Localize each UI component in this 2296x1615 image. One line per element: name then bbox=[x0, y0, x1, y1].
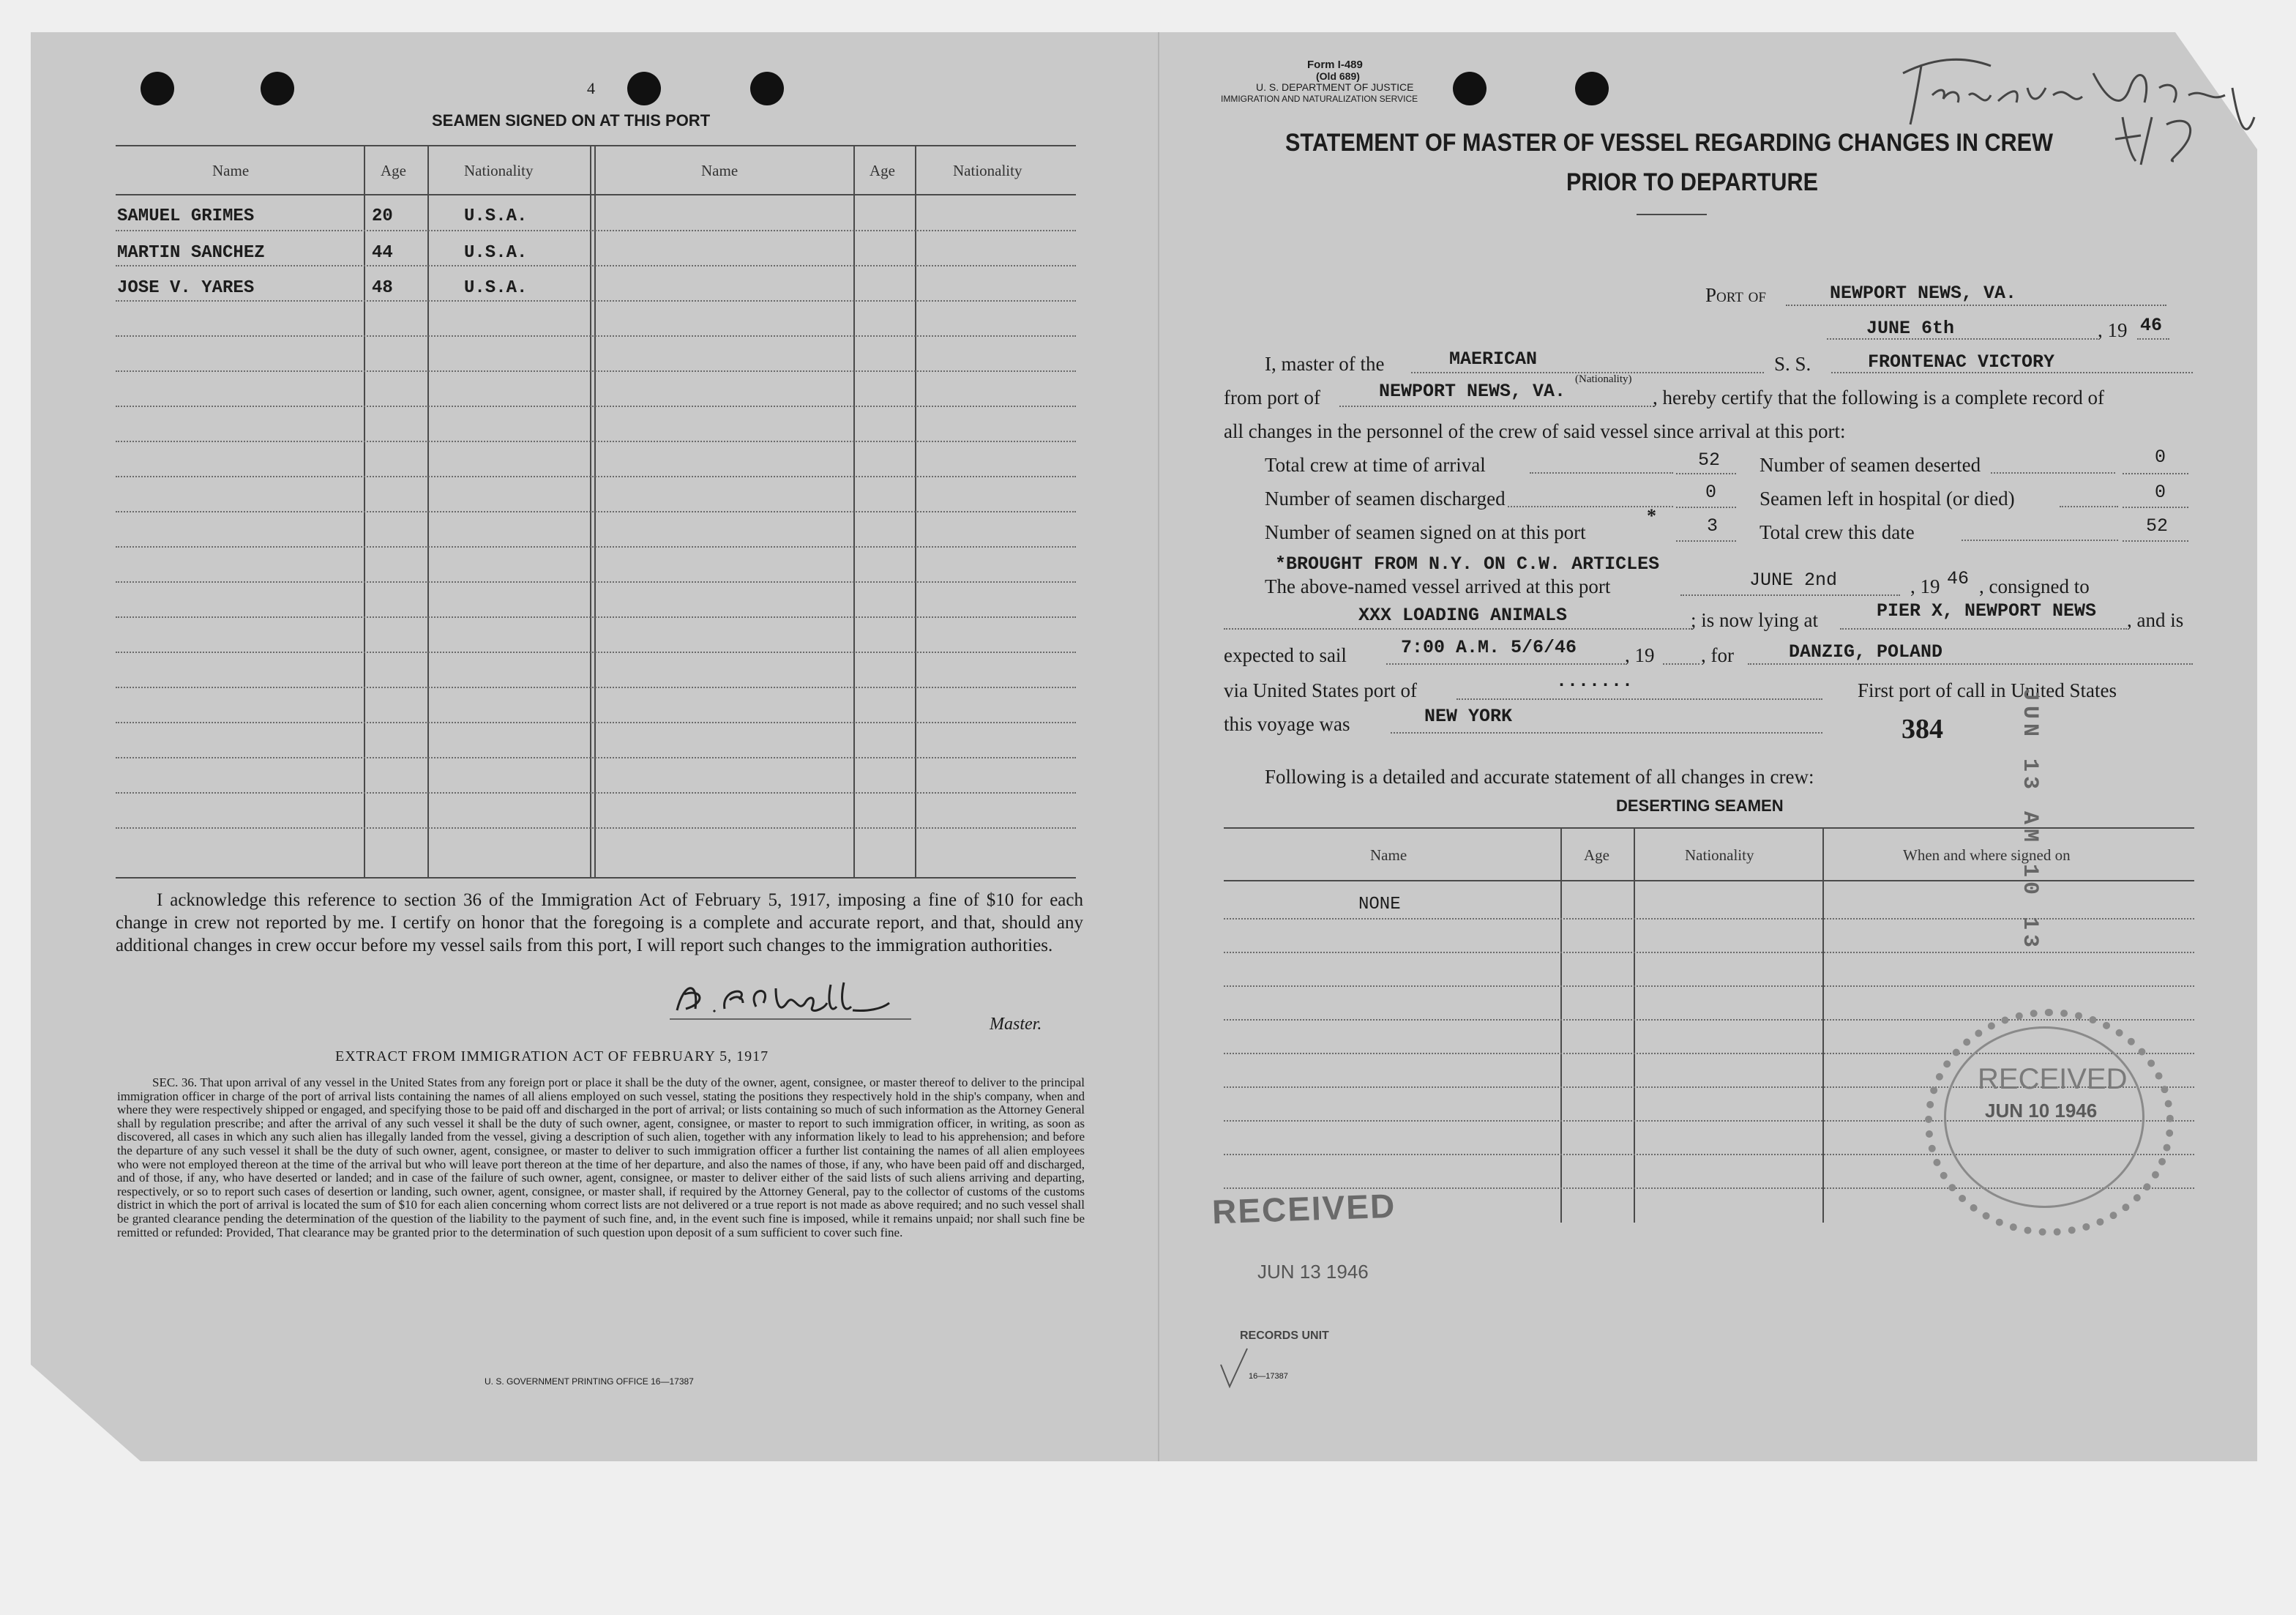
seaman-name: SAMUEL GRIMES bbox=[117, 206, 255, 226]
punch-hole bbox=[750, 72, 784, 105]
row-rule bbox=[116, 546, 1076, 548]
column-header-age: Age bbox=[381, 162, 406, 179]
count-value-total-date: 52 bbox=[2146, 515, 2169, 537]
stamped-number: 384 bbox=[1902, 714, 1943, 745]
seaman-nationality: U.S.A. bbox=[464, 206, 528, 226]
port-label: Port of bbox=[1705, 284, 1766, 306]
punch-hole bbox=[1575, 72, 1609, 105]
seaman-name: MARTIN SANCHEZ bbox=[117, 243, 265, 263]
row-rule bbox=[116, 616, 1076, 618]
expected-year-label: , 19 bbox=[1625, 644, 1655, 666]
page-number: 4 bbox=[587, 79, 595, 97]
deserting-seaman-name: NONE bbox=[1358, 895, 1401, 914]
seaman-age: 48 bbox=[372, 278, 393, 298]
form-title-line2: PRIOR TO DEPARTURE bbox=[1566, 168, 1818, 196]
expected-label: expected to sail bbox=[1224, 644, 1347, 666]
consigned-label: , consigned to bbox=[1979, 575, 2090, 597]
certify-text: , hereby certify that the following is a complete record of bbox=[1653, 387, 2105, 409]
master-signature bbox=[670, 974, 911, 1029]
deserting-column-nationality: Nationality bbox=[1685, 846, 1754, 864]
column-header-nationality: Nationality bbox=[464, 162, 534, 179]
asterisk-note: *BROUGHT FROM N.Y. ON C.W. ARTICLES bbox=[1275, 553, 1660, 575]
count-label-signed-on: Number of seamen signed on at this port bbox=[1265, 521, 1586, 543]
row-rule bbox=[116, 827, 1076, 829]
lying-label: ; is now lying at bbox=[1691, 609, 1818, 631]
count-label-total-arrival: Total crew at time of arrival bbox=[1265, 454, 1486, 476]
old-form-number: (Old 689) bbox=[1316, 70, 1360, 82]
via-value: ....... bbox=[1556, 671, 1634, 692]
count-value-discharged: 0 bbox=[1705, 482, 1717, 503]
left-page-heading: SEAMEN SIGNED ON AT THIS PORT bbox=[432, 111, 711, 130]
column-header-name: Name bbox=[701, 162, 738, 179]
row-rule bbox=[116, 652, 1076, 653]
year-value: 46 bbox=[2140, 315, 2163, 336]
seaman-nationality: U.S.A. bbox=[464, 278, 528, 298]
and-is-label: , and is bbox=[2127, 609, 2184, 631]
row-rule bbox=[116, 687, 1076, 688]
master-of-label: I, master of the bbox=[1265, 353, 1385, 375]
master-label: Master. bbox=[990, 1015, 1042, 1034]
form-code: 16—17387 bbox=[1249, 1372, 1288, 1381]
asterisk-mark: * bbox=[1647, 505, 1656, 526]
count-value-signed-on: 3 bbox=[1707, 515, 1719, 537]
title-rule bbox=[1637, 214, 1707, 215]
nationality-value: MAERICAN bbox=[1449, 348, 1538, 370]
punch-hole bbox=[261, 72, 294, 105]
form-number: Form I-489 bbox=[1307, 59, 1363, 71]
seaman-nationality: U.S.A. bbox=[464, 243, 528, 263]
extract-heading: EXTRACT FROM IMMIGRATION ACT OF FEBRUARY 5, 1917 bbox=[335, 1048, 769, 1064]
deserting-column-signed-on: When and where signed on bbox=[1903, 846, 2071, 864]
date-value: JUNE 6th bbox=[1866, 318, 1955, 339]
count-value-deserted: 0 bbox=[2155, 447, 2166, 468]
from-port-label: from port of bbox=[1224, 387, 1320, 409]
row-rule bbox=[116, 335, 1076, 337]
expected-value: 7:00 A.M. 5/6/46 bbox=[1401, 637, 1577, 658]
extract-text: SEC. 36. That upon arrival of any vessel in the United States from any foreign port or place it shall be the duty of the owner, agent, consignee, or master thereof to deliver to the principal immigration officer in charge of the port of arrival lists containing the names of all aliens employed on such vessel, stating the positions they respectively hold in the ship's company, when and where they were respectively shipped or engaged, and specifying those to be paid off and discharged in the port of arrival; or lists containing so much of such information as the Attorney General shall by regulation prescribe; and after the arrival of any such vessel it shall be the duty of such owner, agent, consignee, or master to report to such immigration officer, in writing, as soon as discovered, all cases in which any such alien has illegally landed from the vessel, giving a description of such alien, together with any information likely to lead to his apprehension; and before the departure of any such vessel it shall be the duty of such owner, agent, consignee, or master to deliver to such immigration officer a further list containing the names of all alien employees who were not employed thereon at the time of the arrival but who will leave port thereon at the time of her departure, and also the names of those, if any, who have been paid off and discharged, and of those, if any, who have deserted or landed; and in case of the failure of such owner, agent, consignee, or master to deliver either of the said lists of such aliens arriving and departing, respectively, or so to report such cases of desertion or landing, such owner, agent, consignee, or master shall, if required by the Attorney General, pay to the collector of customs of the customs district in which the port of arrival is located the sum of $10 for each alien concerning whom correct lists are not delivered or a true report is not made as above required; and no such vessel shall be granted clearance pending the determination of the question of the liability to the payment of such fine, and, in the event such fine is imposed, while it remains unpaid; nor shall such fine be remitted or refunded: Provided, That clearance may be granted prior to the determination of such question upon deposit of a sum sufficient to cover such fine. bbox=[117, 1075, 1085, 1239]
received-stamp: RECEIVED bbox=[1211, 1186, 1397, 1231]
column-header-age: Age bbox=[870, 162, 895, 179]
for-value: DANZIG, POLAND bbox=[1789, 641, 1943, 663]
row-rule bbox=[1224, 985, 2194, 987]
following-text: Following is a detailed and accurate statement of all changes in crew: bbox=[1265, 766, 1814, 788]
page-fold bbox=[1158, 32, 1159, 1461]
round-received-stamp bbox=[1925, 1009, 2166, 1228]
count-label-total-date: Total crew this date bbox=[1760, 521, 1915, 543]
vessel-name-value: FRONTENAC VICTORY bbox=[1868, 351, 2055, 373]
count-label-discharged: Number of seamen discharged bbox=[1265, 488, 1506, 510]
punch-hole bbox=[1453, 72, 1487, 105]
punch-hole bbox=[141, 72, 174, 105]
row-rule bbox=[116, 722, 1076, 723]
count-value-total-arrival: 52 bbox=[1698, 450, 1721, 471]
department-line: U. S. DEPARTMENT OF JUSTICE bbox=[1256, 81, 1414, 93]
arrived-year-prefix: , 19 bbox=[1910, 575, 1940, 597]
seaman-age: 44 bbox=[372, 243, 393, 263]
first-port-label: First port of call in United States bbox=[1858, 679, 2117, 701]
row-rule bbox=[116, 581, 1076, 583]
deserting-heading: DESERTING SEAMEN bbox=[1616, 797, 1784, 815]
voyage-label: this voyage was bbox=[1224, 713, 1350, 735]
from-port-value: NEWPORT NEWS, VA. bbox=[1379, 381, 1566, 402]
year-prefix: , 19 bbox=[2098, 319, 2128, 341]
arrived-date: JUNE 2nd bbox=[1749, 570, 1838, 591]
count-label-deserted: Number of seamen deserted bbox=[1760, 454, 1981, 476]
all-changes-text: all changes in the personnel of the crew of said vessel since arrival at this port: bbox=[1224, 420, 1846, 442]
punch-hole bbox=[627, 72, 661, 105]
via-label: via United States port of bbox=[1224, 679, 1417, 701]
check-mark bbox=[1218, 1346, 1250, 1393]
service-line: IMMIGRATION AND NATURALIZATION SERVICE bbox=[1221, 94, 1418, 104]
deserting-column-age: Age bbox=[1584, 846, 1609, 864]
arrived-label: The above-named vessel arrived at this port bbox=[1265, 575, 1611, 597]
nationality-caption: (Nationality) bbox=[1575, 373, 1632, 385]
row-rule bbox=[116, 792, 1076, 794]
row-rule bbox=[1224, 952, 2194, 953]
row-rule bbox=[116, 476, 1076, 477]
port-value: NEWPORT NEWS, VA. bbox=[1830, 283, 2017, 304]
row-rule bbox=[116, 265, 1076, 266]
count-value-hospital: 0 bbox=[2155, 482, 2166, 503]
count-label-hospital: Seamen left in hospital (or died) bbox=[1760, 488, 2015, 510]
column-header-name: Name bbox=[212, 162, 250, 179]
row-rule bbox=[116, 511, 1076, 512]
row-rule bbox=[116, 370, 1076, 372]
vertical-date-stamp: JUN 13 AM 10 13 bbox=[2017, 688, 2042, 952]
voyage-value: NEW YORK bbox=[1424, 706, 1513, 727]
deserting-column-name: Name bbox=[1370, 846, 1407, 864]
seaman-age: 20 bbox=[372, 206, 393, 226]
form-title-line1: STATEMENT OF MASTER OF VESSEL REGARDING CHANGES IN CREW bbox=[1285, 129, 2053, 157]
arrived-year: 46 bbox=[1947, 568, 1970, 589]
row-rule bbox=[116, 441, 1076, 442]
printer-line: U. S. GOVERNMENT PRINTING OFFICE 16—17387 bbox=[485, 1376, 694, 1387]
seaman-name: JOSE V. YARES bbox=[117, 278, 255, 298]
records-unit-stamp: RECORDS UNIT bbox=[1240, 1329, 1329, 1342]
check-mark-icon bbox=[1218, 1346, 1250, 1390]
row-rule bbox=[116, 406, 1076, 407]
consignee-value: XXX LOADING ANIMALS bbox=[1358, 605, 1568, 626]
ss-label: S. S. bbox=[1774, 353, 1811, 375]
for-label: , for bbox=[1701, 644, 1734, 666]
acknowledgement-text: I acknowledge this reference to section 36 of the Immigration Act of February 5, 1917, imposing a fine of $10 for each change in crew not reported by me. I certify on honor that the foregoing is a complete and accurate report, and that, should any additional changes in crew occur before my vessel sails from this port, I will report such changes to the immigration authorities. bbox=[116, 890, 1083, 955]
lying-value: PIER X, NEWPORT NEWS bbox=[1877, 600, 2097, 622]
round-stamp-label: RECEIVED bbox=[1978, 1063, 2128, 1095]
row-rule bbox=[116, 300, 1076, 302]
row-rule bbox=[116, 757, 1076, 758]
row-rule bbox=[116, 230, 1076, 231]
column-header-nationality: Nationality bbox=[953, 162, 1022, 179]
signature-image bbox=[670, 974, 911, 1025]
received-stamp-date: JUN 13 1946 bbox=[1257, 1261, 1369, 1283]
round-stamp-date: JUN 10 1946 bbox=[1985, 1100, 2098, 1122]
